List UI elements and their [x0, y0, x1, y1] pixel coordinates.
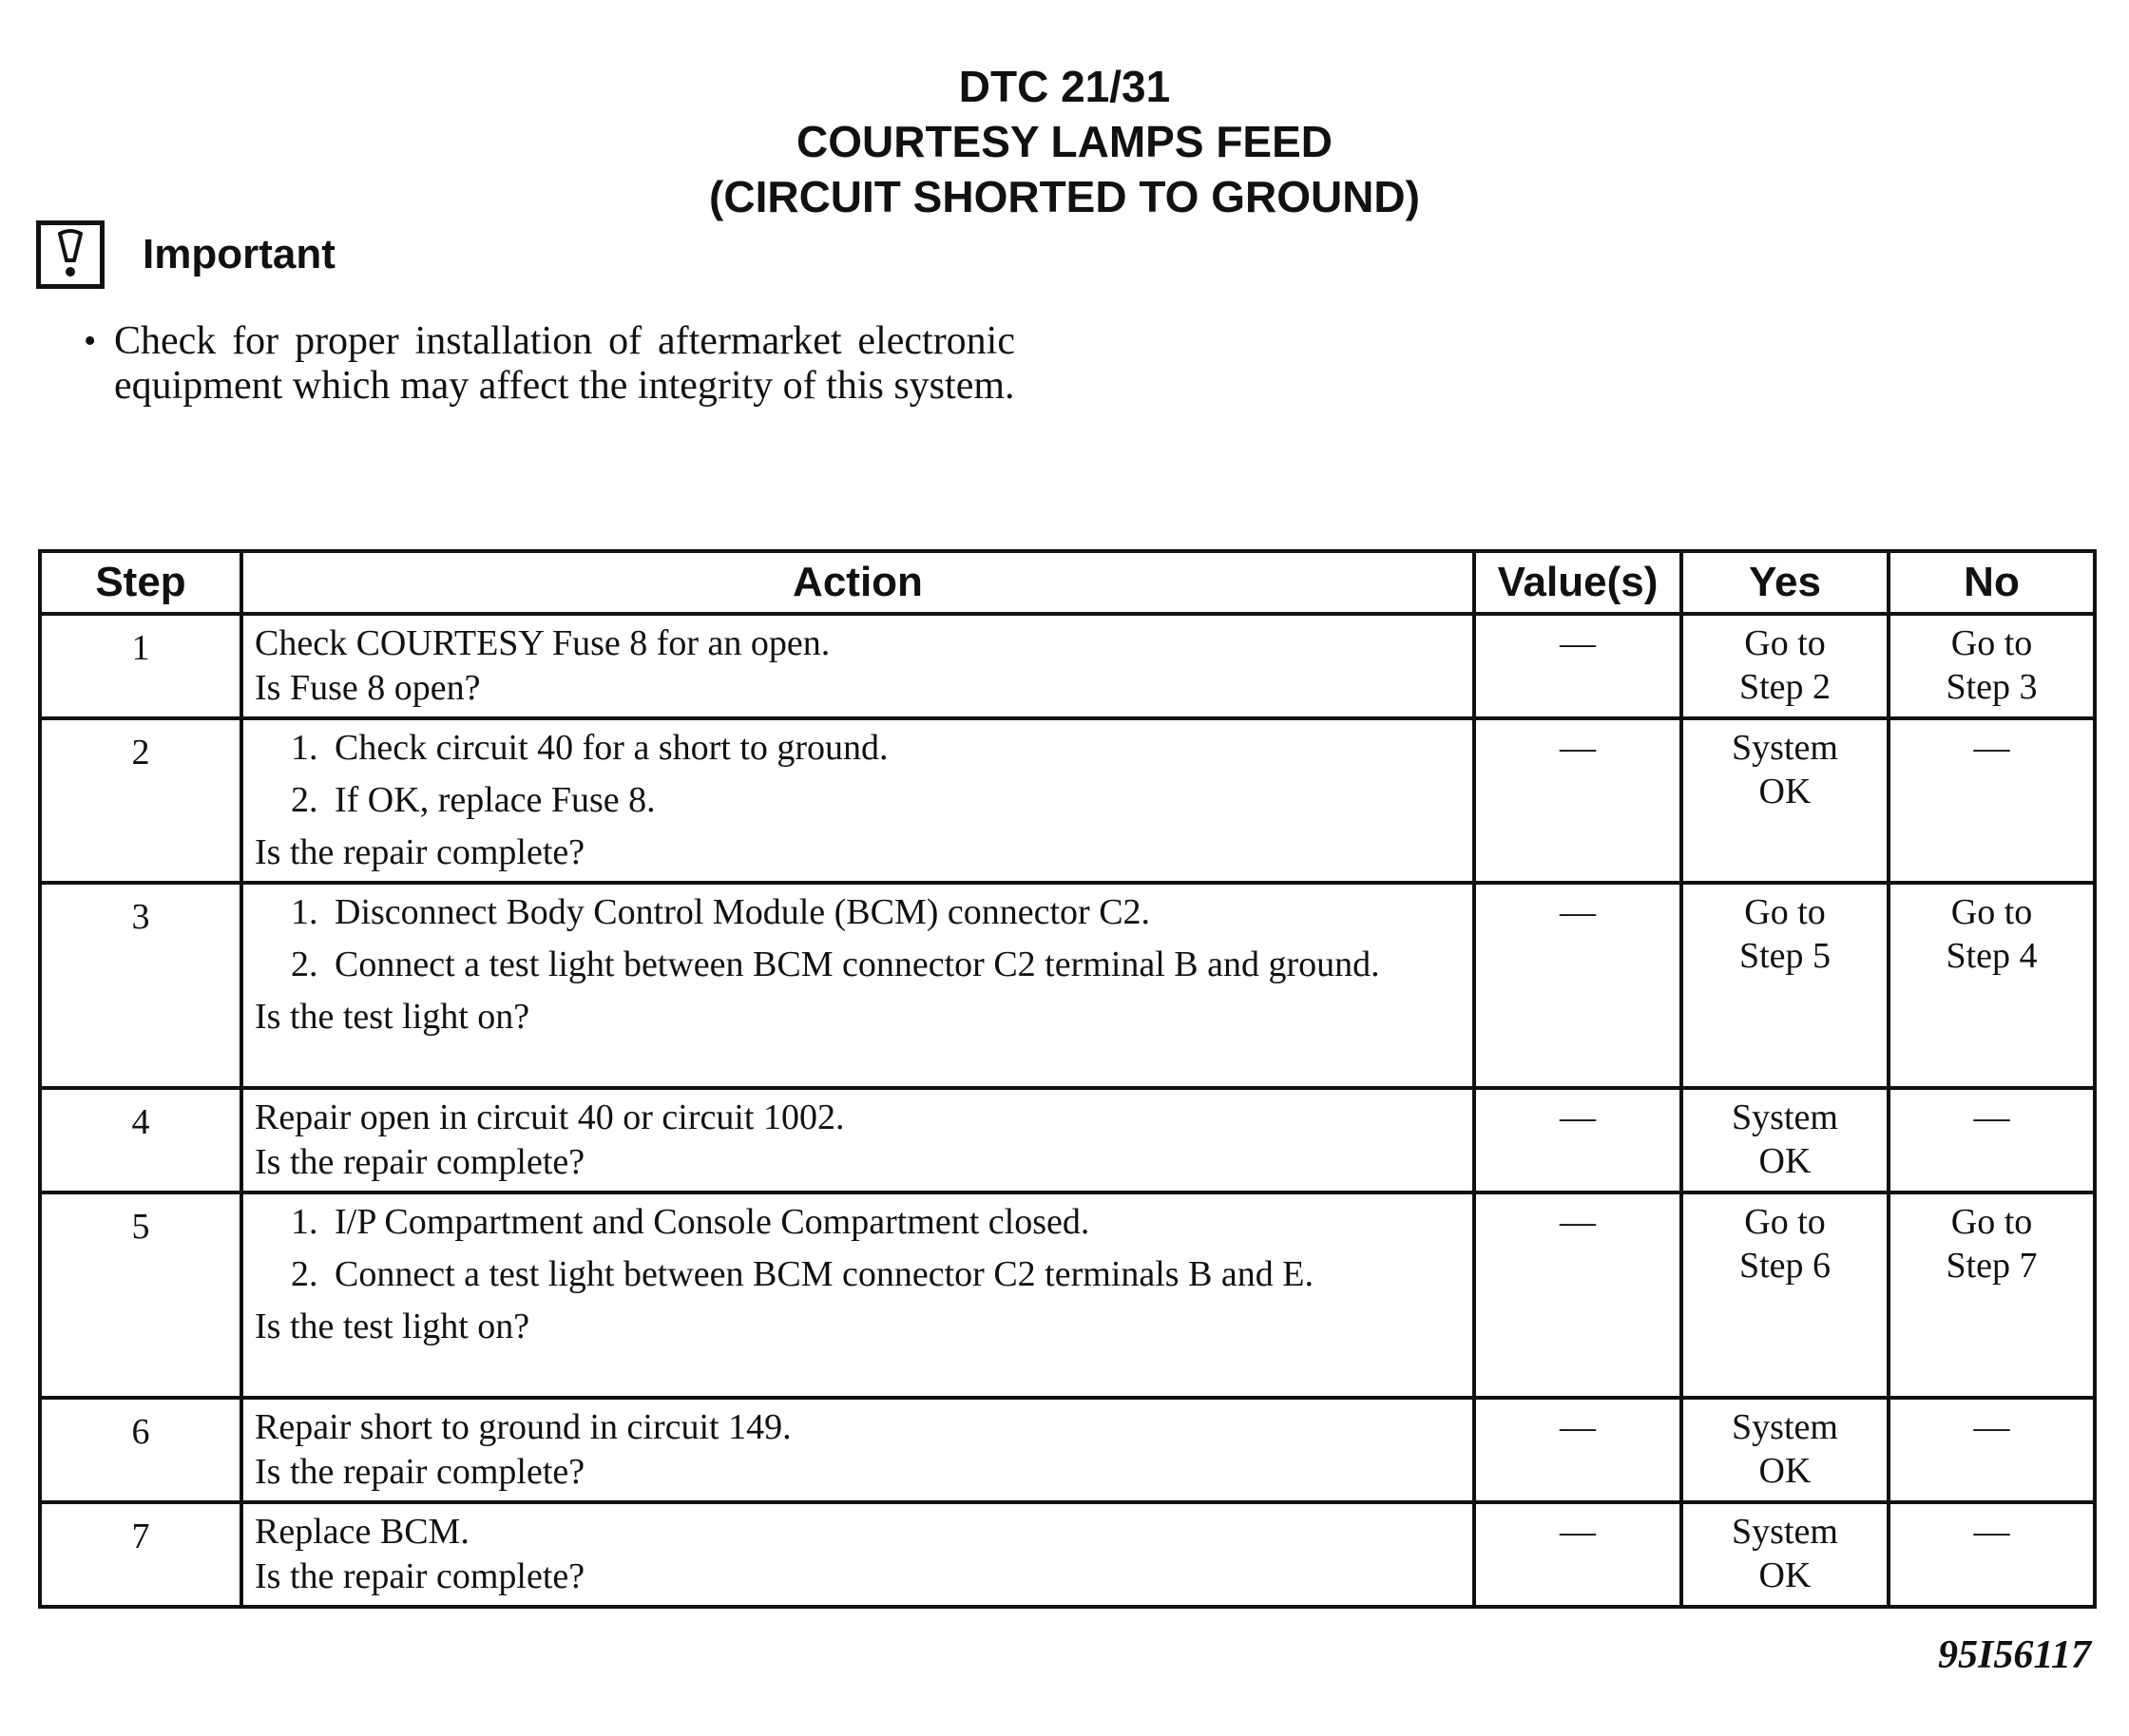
action-text: Repair short to ground in circuit 149.: [255, 1407, 792, 1447]
action-question: Is the test light on?: [255, 997, 530, 1037]
yes-result-line: System: [1732, 728, 1838, 768]
no-cell: [1889, 614, 2095, 718]
yes-result-line: System: [1732, 1097, 1838, 1137]
figure-code: 95I56117: [1937, 1633, 2091, 1677]
action-step-number: 1.: [291, 728, 318, 768]
action-step-item: [255, 890, 1461, 935]
action-text: Replace BCM.: [255, 1512, 470, 1552]
action-step-item: [255, 943, 1461, 987]
value-cell: —: [1474, 718, 1681, 883]
action-step-number: 2.: [291, 1254, 318, 1294]
yes-result-line: OK: [1758, 1141, 1812, 1181]
bullet-mark: •: [84, 321, 97, 361]
action-step-text: Connect a test light between BCM connector C2 terminal B and ground.: [335, 944, 1380, 984]
action-step-number: 1.: [291, 1202, 318, 1242]
no-result-line: —: [1973, 728, 2010, 768]
important-notice: [36, 220, 336, 289]
no-cell: [1889, 1398, 2095, 1502]
no-result-line: Go to: [1950, 892, 2033, 932]
no-cell: [1889, 883, 2095, 1088]
header-step: Step: [40, 551, 241, 614]
action-step-text: Connect a test light between BCM connector C2 terminals B and E.: [335, 1254, 1314, 1294]
yes-result-line: Step 2: [1738, 667, 1832, 707]
action-step-number: 2.: [291, 944, 318, 984]
step-number: 4: [40, 1088, 241, 1192]
action-question: Is the repair complete?: [255, 1142, 585, 1182]
action-question: Is the repair complete?: [255, 832, 585, 872]
yes-result-line: System: [1732, 1407, 1838, 1447]
yes-result-line: OK: [1758, 772, 1812, 811]
no-result-line: Step 4: [1946, 936, 2038, 976]
yes-cell: [1681, 1088, 1889, 1192]
step-number: 3: [40, 883, 241, 1088]
yes-result-line: OK: [1758, 1555, 1812, 1595]
yes-cell: [1681, 1398, 1889, 1502]
important-label: Important: [143, 231, 336, 277]
action-step-text: Disconnect Body Control Module (BCM) connector C2.: [335, 892, 1151, 932]
yes-cell: [1681, 614, 1889, 718]
yes-result-line: OK: [1758, 1451, 1812, 1491]
yes-cell: [1681, 1502, 1889, 1607]
action-step-text: Check circuit 40 for a short to ground.: [335, 728, 889, 768]
yes-result-line: Step 5: [1738, 936, 1832, 976]
no-result-line: Go to: [1950, 1202, 2033, 1242]
action-question: Is Fuse 8 open?: [255, 668, 481, 708]
action-text: Repair open in circuit 40 or circuit 1002.: [255, 1097, 845, 1137]
action-question: Is the repair complete?: [255, 1452, 585, 1492]
yes-cell: [1681, 718, 1889, 883]
step-number: 2: [40, 718, 241, 883]
step-number: 1: [40, 614, 241, 718]
action-cell: [241, 614, 1474, 718]
exclamation-icon: [36, 220, 105, 289]
title-line-name: COURTESY LAMPS FEED: [796, 117, 1333, 166]
header-no: No: [1889, 551, 2095, 614]
page-title: [0, 59, 2129, 224]
action-step-item: [255, 778, 1461, 823]
exclamation-icon-glyph: [54, 228, 86, 281]
action-question: Is the test light on?: [255, 1307, 530, 1346]
action-step-item: [255, 726, 1461, 771]
action-step-text: I/P Compartment and Console Compartment closed.: [335, 1202, 1090, 1242]
action-step-text: If OK, replace Fuse 8.: [335, 780, 656, 820]
title-line-dtc: DTC 21/31: [958, 62, 1171, 111]
table-row: [40, 718, 2095, 883]
action-cell: [241, 1088, 1474, 1192]
action-step-item: [255, 1252, 1461, 1297]
action-step-item: [255, 1200, 1461, 1245]
table-row: [40, 1398, 2095, 1502]
table-row: [40, 1502, 2095, 1607]
no-result-line: Go to: [1950, 623, 2033, 663]
yes-result-line: Go to: [1744, 623, 1826, 663]
yes-cell: [1681, 883, 1889, 1088]
value-cell: —: [1474, 883, 1681, 1088]
action-cell: [241, 1398, 1474, 1502]
header-yes: Yes: [1681, 551, 1889, 614]
no-result-line: Step 3: [1946, 667, 2038, 707]
important-note-text: Check for proper installation of aftermarket electronic equipment which may affect the integrity of this system.: [114, 319, 1015, 408]
yes-result-line: Go to: [1744, 892, 1826, 932]
value-cell: —: [1474, 1192, 1681, 1398]
table-row: [40, 883, 2095, 1088]
step-number: 5: [40, 1192, 241, 1398]
diagnostic-table: [38, 549, 2097, 1609]
no-cell: [1889, 1088, 2095, 1192]
action-cell: [241, 883, 1474, 1088]
action-cell: [241, 1502, 1474, 1607]
action-question: Is the repair complete?: [255, 1556, 585, 1596]
table-row: [40, 1192, 2095, 1398]
value-cell: —: [1474, 1398, 1681, 1502]
action-text: Check COURTESY Fuse 8 for an open.: [255, 623, 831, 663]
header-action: Action: [241, 551, 1474, 614]
action-step-number: 1.: [291, 892, 318, 932]
no-cell: [1889, 1502, 2095, 1607]
yes-cell: [1681, 1192, 1889, 1398]
yes-result-line: Go to: [1744, 1202, 1826, 1242]
value-cell: —: [1474, 1502, 1681, 1607]
no-cell: [1889, 1192, 2095, 1398]
no-result-line: —: [1973, 1407, 2010, 1447]
table-row: [40, 1088, 2095, 1192]
table-row: [40, 614, 2095, 718]
header-values: Value(s): [1474, 551, 1681, 614]
important-note: [84, 319, 1015, 409]
yes-result-line: Step 6: [1738, 1246, 1832, 1286]
no-result-line: Step 7: [1946, 1246, 2038, 1286]
no-result-line: —: [1973, 1097, 2010, 1137]
no-cell: [1889, 718, 2095, 883]
table-header-row: [40, 551, 2095, 614]
action-cell: [241, 1192, 1474, 1398]
step-number: 6: [40, 1398, 241, 1502]
action-step-number: 2.: [291, 780, 318, 820]
yes-result-line: System: [1732, 1512, 1838, 1552]
action-cell: [241, 718, 1474, 883]
step-number: 7: [40, 1502, 241, 1607]
no-result-line: —: [1973, 1512, 2010, 1552]
title-line-condition: (CIRCUIT SHORTED TO GROUND): [709, 172, 1420, 221]
value-cell: —: [1474, 1088, 1681, 1192]
table-body: [40, 614, 2095, 1607]
value-cell: —: [1474, 614, 1681, 718]
